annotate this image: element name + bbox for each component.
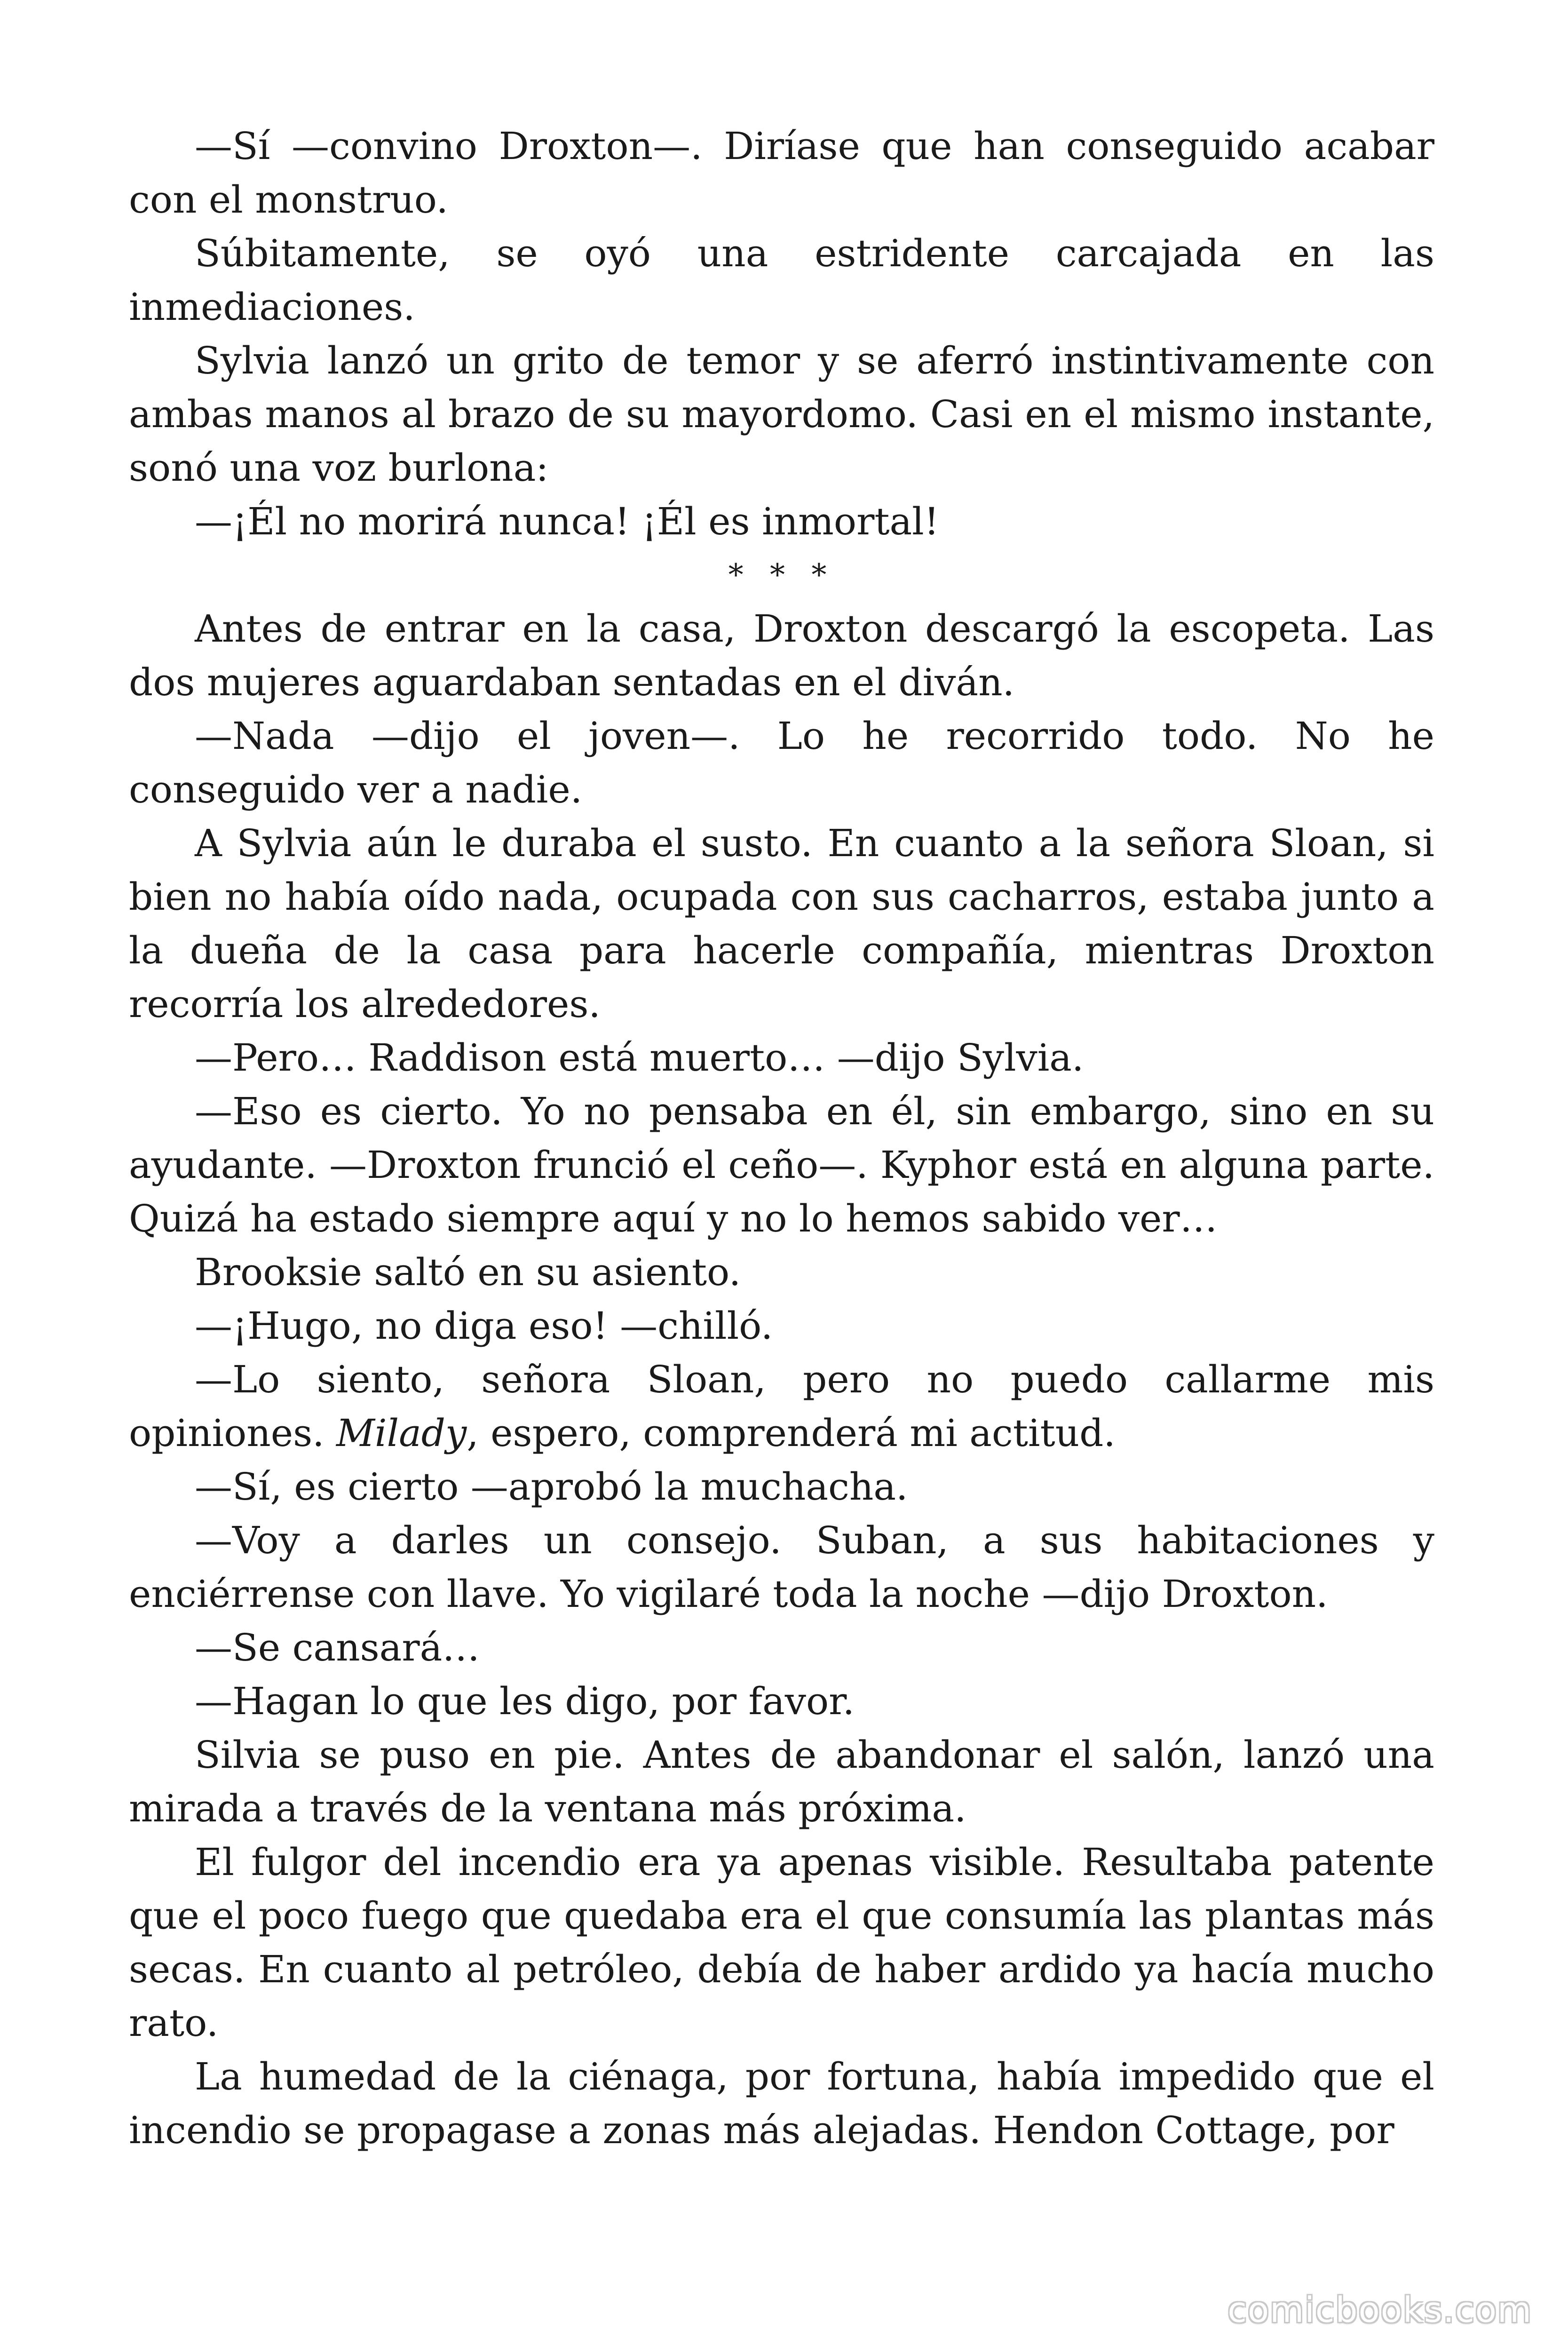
paragraph: —Se cansará… bbox=[195, 1626, 480, 1669]
paragraph: —Eso es cierto. Yo no pensaba en él, sin embargo, sino en su ayudante. —Droxton frunció el ceño—. Kyphor está en alguna parte. Quizá ha estado siempre aquí y no lo hemos sabido ver… bbox=[129, 1089, 1434, 1240]
paragraph-text-before: —Lo siento, señora Sloan, pero no puedo callarme mis opiniones. bbox=[129, 1358, 1434, 1455]
paragraph: —Nada —dijo el joven—. Lo he recorrido todo. No he conseguido ver a nadie. bbox=[129, 714, 1434, 811]
watermark-logo: comicbooks.com bbox=[1227, 2290, 1532, 2330]
paragraph: La humedad de la ciénaga, por fortuna, había impedido que el incendio se propagase a zonas más alejadas. Hendon Cottage, por bbox=[129, 2055, 1434, 2152]
page-body-text bbox=[129, 119, 1434, 2157]
paragraph: —Voy a darles un consejo. Suban, a sus habitaciones y enciérrense con llave. Yo vigilaré toda la noche —dijo Droxton. bbox=[129, 1518, 1434, 1616]
paragraph: Súbitamente, se oyó una estridente carcajada en las inmediaciones. bbox=[129, 231, 1434, 329]
paragraph: Antes de entrar en la casa, Droxton descargó la escopeta. Las dos mujeres aguardaban sentadas en el diván. bbox=[129, 607, 1434, 704]
paragraph: Brooksie saltó en su asiento. bbox=[195, 1250, 741, 1294]
paragraph: —¡Hugo, no diga eso! —chilló. bbox=[195, 1304, 773, 1348]
paragraph-text-after: , espero, comprenderá mi actitud. bbox=[467, 1411, 1116, 1455]
paragraph: Sylvia lanzó un grito de temor y se aferró instintivamente con ambas manos al brazo de su mayordomo. Casi en el mismo instante, sonó una voz burlona: bbox=[129, 339, 1434, 490]
paragraph: Silvia se puso en pie. Antes de abandonar el salón, lanzó una mirada a través de la ventana más próxima. bbox=[129, 1733, 1434, 1830]
paragraph: —Sí —convino Droxton—. Diríase que han conseguido acabar con el monstruo. bbox=[129, 124, 1434, 222]
paragraph: —Sí, es cierto —aprobó la muchacha. bbox=[195, 1465, 908, 1509]
section-separator: * * * bbox=[728, 558, 835, 593]
paragraph: A Sylvia aún le duraba el susto. En cuanto a la señora Sloan, si bien no había oído nada, ocupada con sus cacharros, estaba junto a la dueña de la casa para hacerle compañía, mientras Droxton recorría los alrededores. bbox=[129, 821, 1434, 1026]
paragraph: —¡Él no morirá nunca! ¡Él es inmortal! bbox=[195, 500, 939, 543]
italic-word: Milady bbox=[336, 1411, 467, 1455]
paragraph: —Pero… Raddison está muerto… —dijo Sylvia. bbox=[195, 1036, 1084, 1080]
paragraph-with-italic bbox=[129, 1353, 1434, 1460]
paragraph: —Hagan lo que les digo, por favor. bbox=[195, 1679, 855, 1723]
paragraph: El fulgor del incendio era ya apenas visible. Resultaba patente que el poco fuego que quedaba era el que consumía las plantas más secas. En cuanto al petróleo, debía de haber ardido ya hacía mucho rato. bbox=[129, 1840, 1434, 2045]
